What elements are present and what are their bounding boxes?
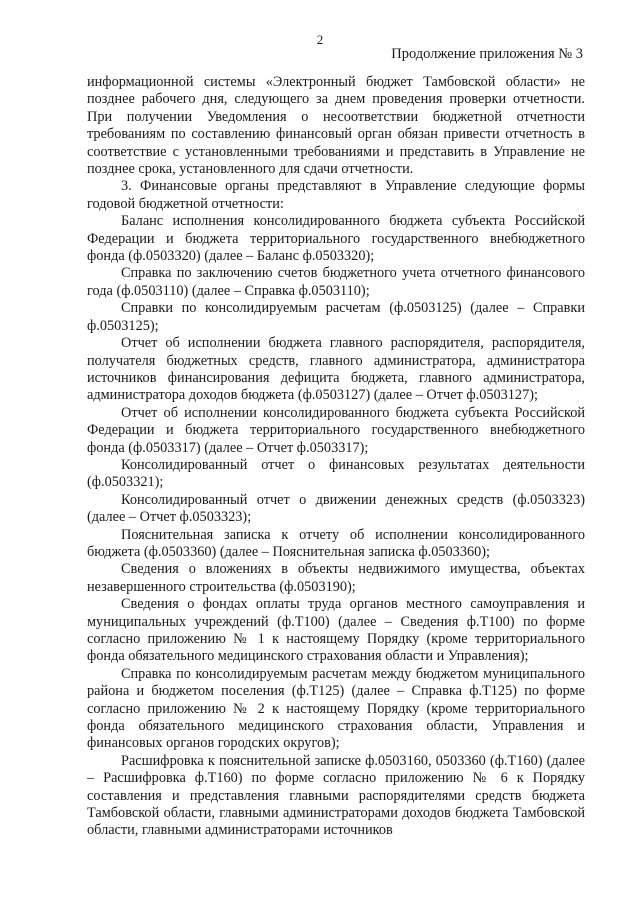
- paragraph: Справки по консолидируемым расчетам (ф.0503125) (далее – Справки ф.0503125);: [87, 300, 585, 334]
- paragraph: Отчет об исполнении бюджета главного распорядителя, распорядителя, получателя бюджетных средств, главного администратора, администратора источников финансирования дефицита бюджета, главного администратора, администратора доходов бюджета (ф.0503127) (далее – Отчет ф.0503127);: [87, 335, 585, 404]
- paragraph: Пояснительная записка к отчету об исполнении консолидированного бюджета (ф.0503360) (далее – Пояснительная записка ф.0503360);: [87, 526, 585, 560]
- header-note: Продолжение приложения № 3: [391, 46, 583, 62]
- page-number: 2: [316, 32, 324, 47]
- paragraph: Справка по заключению счетов бюджетного учета отчетного финансового года (ф.0503110) (далее – Справка ф.0503110);: [87, 265, 585, 299]
- paragraph: Баланс исполнения консолидированного бюджета субъекта Российской Федерации и бюджета территориального государственного внебюджетного фонда (ф.0503320) (далее – Баланс ф.0503320);: [87, 213, 585, 265]
- paragraph: Сведения о вложениях в объекты недвижимого имущества, объектах незавершенного строительства (ф.0503190);: [87, 561, 585, 595]
- paragraph: 3. Финансовые органы представляют в Управление следующие формы годовой бюджетной отчетности:: [87, 178, 585, 212]
- paragraph: Отчет об исполнении консолидированного бюджета субъекта Российской Федерации и бюджета территориального государственного внебюджетного фонда (ф.0503317) (далее – Отчет ф.0503317);: [87, 404, 585, 456]
- paragraph: Сведения о фондах оплаты труда органов местного самоуправления и муниципальных учреждений (ф.Т100) (далее – Сведения ф.Т100) по форме согласно приложению № 1 к настоящему Порядку (кроме территориального фонда обязательного медицинского страхования области и Управления);: [87, 596, 585, 665]
- paragraph: Справка по консолидируемым расчетам между бюджетом муниципального района и бюджетом поселения (ф.Т125) (далее – Справка ф.Т125) по форме согласно приложению № 2 к настоящему Порядку (кроме территориального фонда обязательного медицинского страхования области, Управления и финансовых органов городских округов);: [87, 665, 585, 752]
- document-body: [87, 74, 585, 840]
- paragraph: Расшифровка к пояснительной записке ф.0503160, 0503360 (ф.Т160) (далее – Расшифровка ф.Т160) по форме согласно приложению № 6 к Порядку составления и представления главными распорядителями средств бюджета Тамбовской области, главными администраторами доходов бюджета Тамбовской области, главными администраторами источников: [87, 752, 585, 839]
- paragraph: Консолидированный отчет о движении денежных средств (ф.0503323) (далее – Отчет ф.0503323);: [87, 491, 585, 526]
- paragraph: Консолидированный отчет о финансовых результатах деятельности (ф.0503321);: [87, 456, 585, 491]
- paragraph: информационной системы «Электронный бюджет Тамбовской области» не позднее рабочего дня, следующего за днем проведения проверки отчетности. При получении Уведомления о несоответствии бюджетной отчетности требованиям по составлению финансовый орган обязан привести отчетность в соответствие с установленными требованиями и представить в Управление не позднее срока, установленного для сдачи отчетности.: [87, 74, 585, 178]
